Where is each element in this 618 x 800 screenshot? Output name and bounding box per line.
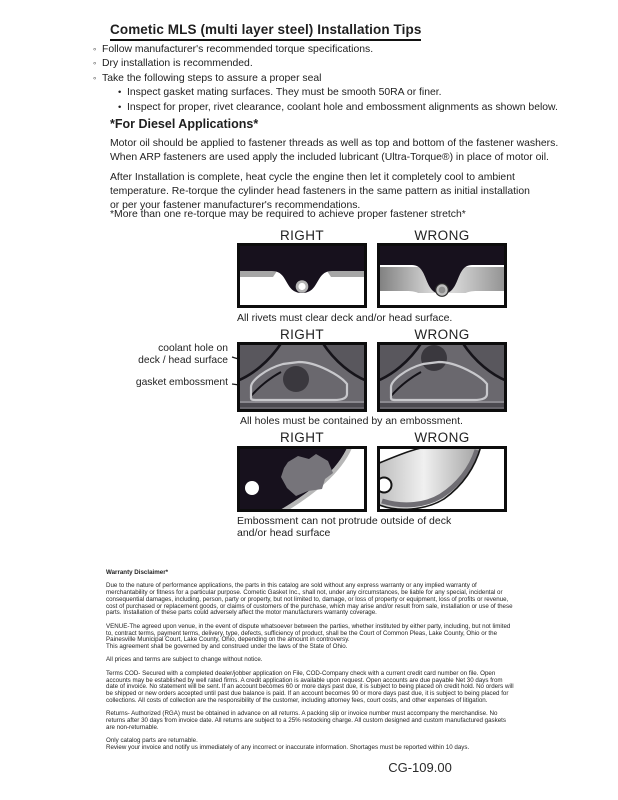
embossment-containment-wrong-image xyxy=(377,342,507,412)
open-bullet-icon: ◦ xyxy=(93,72,97,84)
protrusion-caption-line2: and/or head surface xyxy=(237,527,331,539)
gasket-embossment-callout: gasket embossment xyxy=(135,377,228,388)
page-title: Cometic MLS (multi layer steel) Installation Tips xyxy=(110,22,421,41)
embossment-containment-right-image xyxy=(237,342,367,412)
right-label: RIGHT xyxy=(280,430,324,445)
rivet-clearance-wrong-image xyxy=(377,243,507,308)
filled-bullet-icon: • xyxy=(118,101,122,113)
catalog-returnable-line: Only catalog parts are returnable. xyxy=(106,737,198,745)
review-invoice-line: Review your invoice and notify us immediately of any incorrect or inaccurate information. Shortages must be reported within 10 days. xyxy=(106,743,470,751)
governing-law-line: This agreement shall be governed by and construed under the laws of the State of Ohio. xyxy=(106,643,348,651)
list-item xyxy=(93,72,558,86)
retorque-note: *More than one re-torque may be required to achieve proper fastener stretch* xyxy=(110,209,466,220)
list-item xyxy=(93,57,558,71)
diesel-paragraph-2 xyxy=(110,171,530,213)
filled-bullet-icon: • xyxy=(118,87,122,99)
paragraph-line: temperature. Re-torque the cylinder head fasteners in the same pattern as initial installation xyxy=(110,186,530,197)
diesel-applications-heading: *For Diesel Applications* xyxy=(110,117,259,131)
protrusion-caption-line1: Embossment can not protrude outside of deck xyxy=(237,515,452,527)
paragraph-line: After Installation is complete, heat cycle the engine then let it completely cool to ambient xyxy=(110,172,515,183)
tip-text: Follow manufacturer's recommended torque specifications. xyxy=(102,44,374,55)
right-label: RIGHT xyxy=(280,228,324,243)
document-code: CG-109.00 xyxy=(388,760,452,775)
diesel-paragraph-1 xyxy=(110,137,558,165)
tip-text: Inspect gasket mating surfaces. They must be smooth 50RA or finer. xyxy=(127,87,442,99)
list-item xyxy=(93,86,558,100)
holes-caption: All holes must be contained by an embossment. xyxy=(240,415,463,427)
paragraph-line: When ARP fasteners are used apply the included lubricant (Ultra-Torque®) in place of motor oil. xyxy=(110,152,549,163)
wrong-label: WRONG xyxy=(414,327,470,342)
legal-heading: Warranty Disclaimer* xyxy=(106,569,169,576)
wrong-label: WRONG xyxy=(414,228,470,243)
open-bullet-icon: ◦ xyxy=(93,44,97,55)
prices-line: All prices and terms are subject to change without notice. xyxy=(106,656,263,664)
paragraph-line: or per your fastener manufacturer's recommendations. xyxy=(110,200,361,211)
open-bullet-icon: ◦ xyxy=(93,58,97,70)
callout-line-text: deck / head surface xyxy=(138,354,228,366)
list-item xyxy=(93,43,558,57)
venue-paragraph: VENUE-The agreed upon venue, in the event of dispute whatsoever between the parties, whether instituted by either party, including, but not limited to, contract terms, payment terms, delivery, type, defects, sufficiency of product, shall be the Court of Common Pleas, Lake County, Ohio or the Painesville Municipal Court, Lake County, Ohio, depending on the amount in controversy. xyxy=(106,622,511,644)
rivet-clearance-right-image xyxy=(237,243,367,308)
rivet-caption: All rivets must clear deck and/or head surface. xyxy=(237,312,453,324)
coolant-hole-callout xyxy=(100,343,228,366)
embossment-protrusion-wrong-image xyxy=(377,446,507,512)
terms-paragraph: Terms COD- Secured with a completed dealer/jobber application on File, COD-Company check with a current credit card number on file. Open accounts may be established by well rated firms. A credit application is available upon request. Open accounts are due payable Net 30 days from date of invoice. No statement will be sent. If an account becomes 60 or more days past due, it is subject to being placed on credit hold. No orders will be shipped or new orders accepted until past due balance is paid. If an account becomes 90 or more days past due, it is subject to being placed for collections. All costs of collection are the responsibility of the customer, including attorney fees, court costs, and other expenses of litigation. xyxy=(106,669,514,704)
tips-list xyxy=(93,43,558,115)
tip-text: Inspect for proper, rivet clearance, coolant hole and embossment alignments as shown below. xyxy=(127,101,558,113)
tip-text: Dry installation is recommended. xyxy=(102,58,253,70)
legal-section xyxy=(106,570,514,752)
right-label: RIGHT xyxy=(280,327,324,342)
list-item xyxy=(93,101,558,115)
wrong-label: WRONG xyxy=(414,430,470,445)
callout-line-text: coolant hole on xyxy=(158,343,228,354)
tip-text: Take the following steps to assure a proper seal xyxy=(102,72,322,84)
returns-paragraph: Returns- Authorized (RGA) must be obtained in advance on all returns. A packing slip or invoice number must accompany the merchandise. No returns after 30 days from invoice date. All returns are subject to a 25% restocking charge. All custom designed and custom manufactured gaskets are non-returnable. xyxy=(106,710,506,731)
embossment-protrusion-right-image xyxy=(237,446,367,512)
paragraph-line: Motor oil should be applied to fastener threads as well as top and bottom of the fastener washers. xyxy=(110,138,559,149)
warranty-paragraph: Due to the nature of performance applications, the parts in this catalog are sold without any express warranty or any implied warranty of merchantability or fitness for a particular purpose. Cometic Gasket Inc., shall not, under any circumstances, be liable for any special, incidental or consequential damages, including, person, party or property, but not limited to, damage, or loss of property or equipment, loss of profits or revenue, cost of purchased or replacement goods, or claims of customers of the purchase, which may arise and/or result from sale, installation or use of these parts. Installation of these parts could adversely affect the motor manufacturers warranty coverage. xyxy=(106,582,513,617)
